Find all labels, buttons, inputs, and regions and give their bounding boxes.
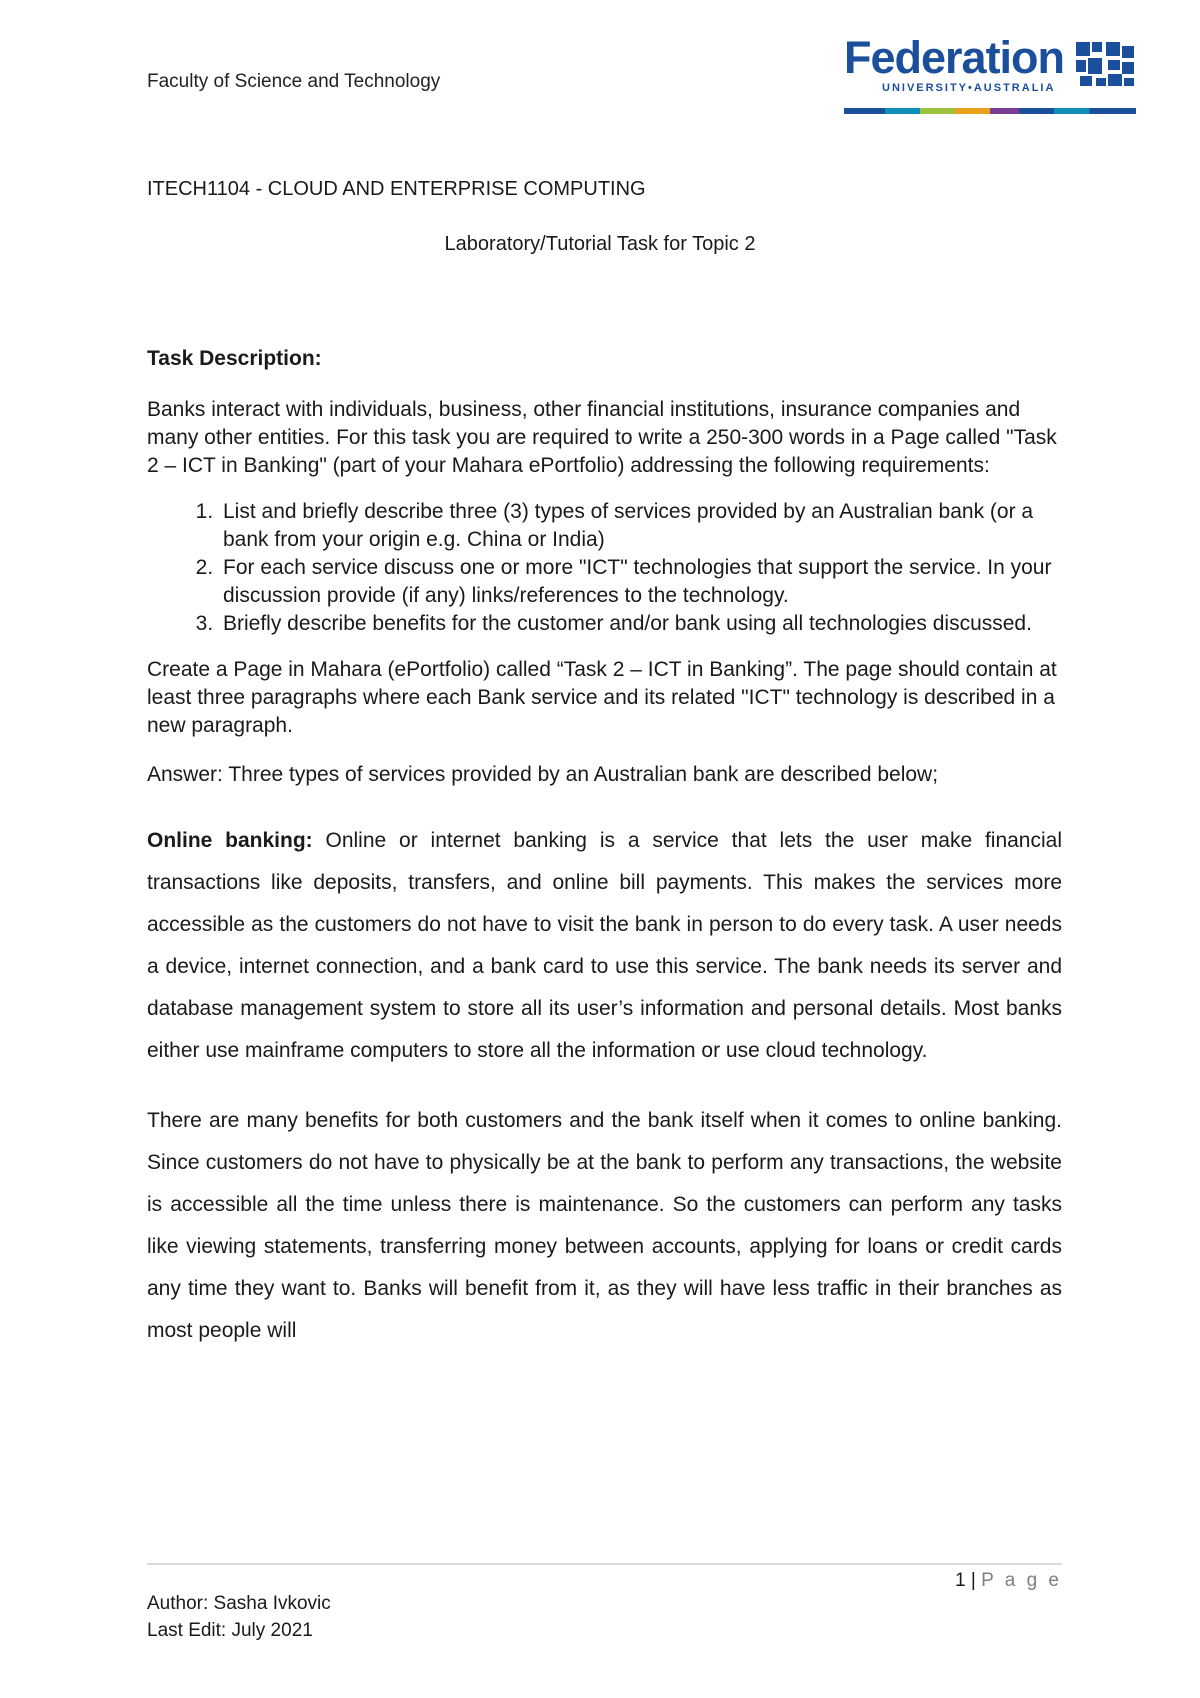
requirements-list <box>147 498 1062 638</box>
document-body <box>147 345 1062 1352</box>
page-label: P a g e <box>981 1570 1062 1591</box>
page-number-separator: | <box>970 1570 976 1591</box>
logo-colour-bar <box>844 108 1136 114</box>
logo-emblem-icon <box>1076 40 1136 88</box>
online-banking-text: Online or internet banking is a service that lets the user make financial transactions like deposits, transfers, and online bill payments. This makes the services more accessible as the customers do not have to visit the bank in person to do every task. A user needs a device, internet connection, and a bank card to use this service. The bank needs its server and database management system to store all its user’s information and personal details. Most banks either use mainframe computers to store all the information or use cloud technology. <box>147 829 1062 1062</box>
logo-wordmark: Federation <box>844 32 1065 83</box>
answer-intro-paragraph: Answer: Three types of services provided by an Australian bank are described below; <box>147 763 939 786</box>
task-title: Laboratory/Tutorial Task for Topic 2 <box>444 233 756 255</box>
online-banking-paragraph <box>147 820 1062 1072</box>
footer-divider <box>147 1563 1062 1565</box>
task-description-heading: Task Description: <box>147 347 322 370</box>
benefits-paragraph: There are many benefits for both customers and the bank itself when it comes to online banking. Since customers do not have to physically be at the bank to perform any transactions, the website is accessible all the time unless there is maintenance. So the customers can perform any tasks like viewing statements, transferring money between accounts, applying for loans or credit cards any time they want to. Banks will benefit from it, as they will have less traffic in their branches as most people will <box>147 1109 1062 1342</box>
requirement-item: 1. List and briefly describe three (3) types of services provided by an Australian bank (or a bank from your origin e.g. China or India) <box>219 498 1062 554</box>
footer-author: Author: Sasha Ivkovic <box>147 1593 331 1614</box>
online-banking-label: Online banking: <box>147 829 313 852</box>
logo-subtitle: UNIVERSITY•AUSTRALIA <box>882 82 1056 94</box>
footer-last-edit: Last Edit: July 2021 <box>147 1620 313 1641</box>
federation-university-logo <box>844 32 1136 118</box>
requirement-item: 3. Briefly describe benefits for the customer and/or bank using all technologies discussed. <box>219 610 1062 638</box>
task-intro-paragraph: Banks interact with individuals, business, other financial institutions, insurance companies and many other entities. For this task you are required to write a 250-300 words in a Page called "Task 2 – ICT in Banking" (part of your Mahara ePortfolio) addressing the following requirements: <box>147 398 1057 477</box>
create-page-paragraph: Create a Page in Mahara (ePortfolio) called “Task 2 – ICT in Banking”. The page should contain at least three paragraphs where each Bank service and its related "ICT" technology is described in a new paragraph. <box>147 658 1057 737</box>
page-number-value: 1 <box>955 1570 966 1591</box>
page-number <box>955 1570 1062 1592</box>
course-title: ITECH1104 - CLOUD AND ENTERPRISE COMPUTING <box>147 178 646 200</box>
requirement-item: 2. For each service discuss one or more "ICT" technologies that support the service. In your discussion provide (if any) links/references to the technology. <box>219 554 1062 610</box>
faculty-header: Faculty of Science and Technology <box>147 71 441 92</box>
